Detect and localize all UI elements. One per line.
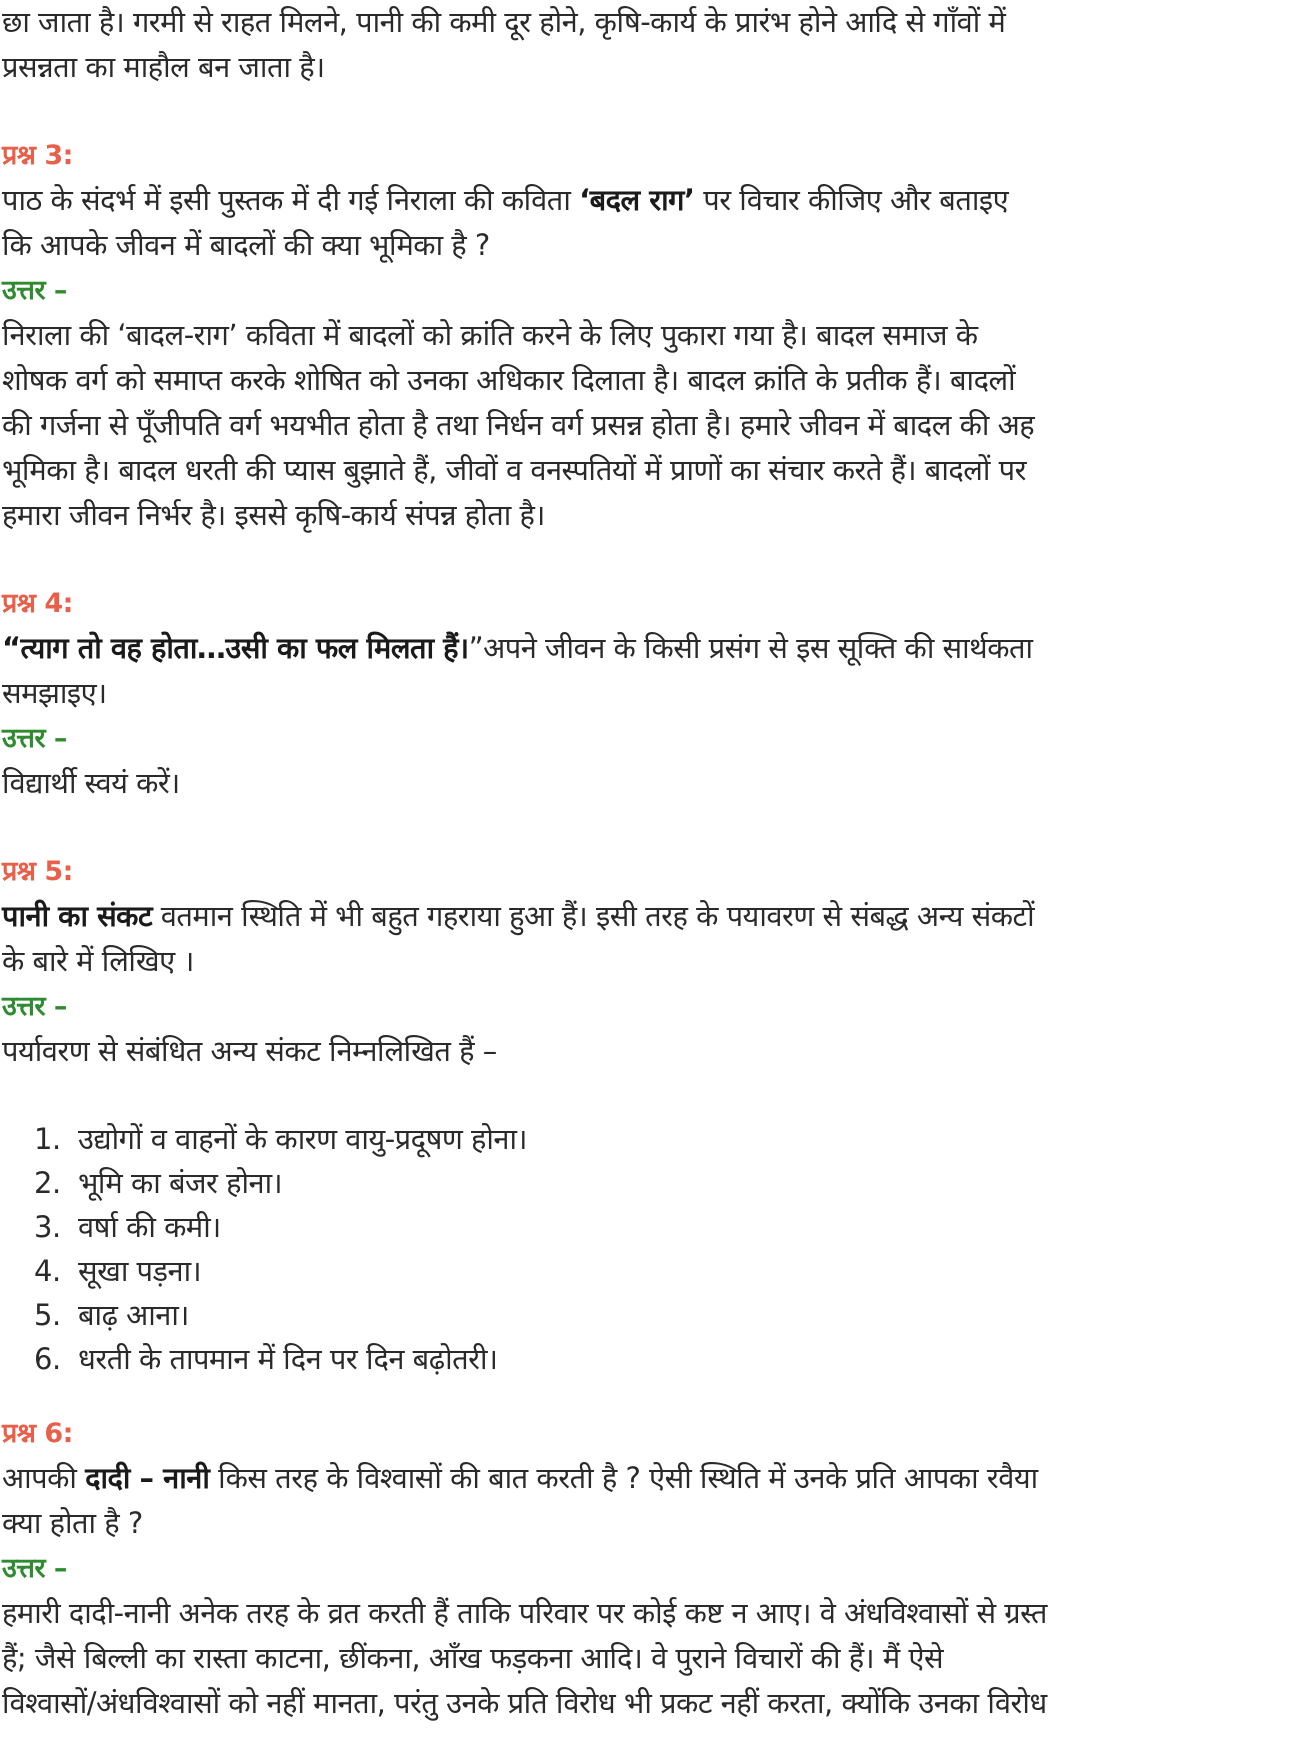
question-label: प्रश्न 5: [2, 856, 73, 887]
document-page [2, 0, 1298, 1726]
question-label: प्रश्न 6: [2, 1418, 73, 1449]
question-text-part: आपकी [2, 1461, 86, 1495]
question-bold-text: पानी का संकट [2, 899, 153, 933]
list-number: 4. [34, 1254, 61, 1288]
list-text: सूखा पड़ना। [78, 1254, 202, 1288]
question-text-part: पर विचार कीजिए और बताइए [694, 183, 1009, 217]
list-text: धरती के तापमान में दिन पर दिन बढ़ोतरी। [78, 1342, 498, 1376]
answer-line: विश्वासों/अंधविश्वासों को नहीं मानता, परंतु उनके प्रति विरोध भी प्रकट नहीं करता, क्योंकि उनका विरोध [2, 1686, 1047, 1720]
list-item [34, 1161, 1298, 1205]
list-text: उद्योगों व वाहनों के कारण वायु-प्रदूषण होना। [78, 1122, 528, 1156]
question-text [2, 1456, 1298, 1501]
question-label: प्रश्न 4: [2, 588, 73, 619]
answer-line: विद्यार्थी स्वयं करें। [2, 766, 180, 800]
answer-line: निराला की ‘बादल-राग’ कविता में बादलों को क्रांति करने के लिए पुकारा गया है। बादल समाज के [2, 318, 978, 352]
list-item [34, 1337, 1298, 1381]
list-text: भूमि का बंजर होना। [78, 1166, 283, 1200]
question-text-line2: के बारे में लिखिए । [2, 944, 194, 978]
question-4-section [2, 581, 1298, 806]
answer-line: हैं; जैसे बिल्ली का रास्ता काटना, छींकना, आँख फड़कना आदि। वे पुराने विचारों की हैं। मैं ऐसे [2, 1641, 944, 1675]
answer-intro: पर्यावरण से संबंधित अन्य संकट निम्नलिखित हैं – [2, 1034, 497, 1068]
question-bold-text: दादी – नानी [85, 1461, 210, 1495]
question-text [2, 626, 1298, 671]
list-number: 3. [34, 1210, 61, 1244]
list-number: 1. [34, 1122, 61, 1156]
question-text-part: वतमान स्थिति में भी बहुत गहराया हुआ हैं। इसी तरह के पयावरण से संबद्ध अन्य संकटों [152, 899, 1035, 933]
list-item [34, 1205, 1298, 1249]
question-text-part: ”अपने जीवन के किसी प्रसंग से इस सूक्ति की सार्थकता [468, 631, 1033, 665]
question-text-part: पाठ के संदर्भ में इसी पुस्तक में दी गई निराला की कविता [2, 183, 580, 217]
list-item [34, 1117, 1298, 1161]
question-text [2, 178, 1298, 223]
question-text-line2: समझाइए। [2, 676, 107, 710]
question-text-line2: कि आपके जीवन में बादलों की क्या भूमिका है ? [2, 228, 490, 262]
list-number: 6. [34, 1342, 61, 1376]
answer-line: हमारा जीवन निर्भर है। इससे कृषि-कार्य संपन्न होता है। [2, 498, 545, 532]
list-item [34, 1249, 1298, 1293]
list-number: 5. [34, 1298, 61, 1332]
question-5-section [2, 849, 1298, 1381]
list-item [34, 1293, 1298, 1337]
question-label: प्रश्न 3: [2, 140, 73, 171]
answer-line: की गर्जना से पूँजीपति वर्ग भयभीत होता है तथा निर्धन वर्ग प्रसन्न होता है। हमारे जीवन में बादल की अह [2, 408, 1035, 442]
list-text: बाढ़ आना। [78, 1298, 189, 1332]
answer-line: शोषक वर्ग को समाप्त करके शोषित को उनका अधिकार दिलाता है। बादल क्रांति के प्रतीक हैं। बादलों [2, 363, 1016, 397]
intro-line: छा जाता है। गरमी से राहत मिलने, पानी की कमी दूर होने, कृषि-कार्य के प्रारंभ होने आदि से गाँवों में [2, 5, 1006, 39]
list-number: 2. [34, 1166, 61, 1200]
question-6-section [2, 1411, 1298, 1726]
answer-label: उत्तर – [2, 1553, 67, 1584]
intro-line: प्रसन्नता का माहौल बन जाता है। [2, 50, 325, 84]
crisis-list [2, 1117, 1298, 1381]
answer-line: हमारी दादी-नानी अनेक तरह के व्रत करती हैं ताकि परिवार पर कोई कष्ट न आए। वे अंधविश्वासों से ग्रस्त [2, 1596, 1047, 1630]
answer-label: उत्तर – [2, 275, 67, 306]
answer-line: भूमिका है। बादल धरती की प्यास बुझाते हैं, जीवों व वनस्पतियों में प्राणों का संचार करते हैं। बादलों पर [2, 453, 1026, 487]
question-3-section [2, 133, 1298, 538]
question-bold-text: ‘बदल राग’ [579, 183, 695, 217]
answer-label: उत्तर – [2, 991, 67, 1022]
list-text: वर्षा की कमी। [78, 1210, 221, 1244]
question-text [2, 894, 1298, 939]
question-bold-text: “त्याग तो वह होता…उसी का फल मिलता हैं। [2, 631, 469, 665]
question-text-line2: क्या होता है ? [2, 1506, 143, 1540]
question-text-part: किस तरह के विश्वासों की बात करती है ? ऐसी स्थिति में उनके प्रति आपका रवैया [209, 1461, 1038, 1495]
answer-label: उत्तर – [2, 723, 67, 754]
